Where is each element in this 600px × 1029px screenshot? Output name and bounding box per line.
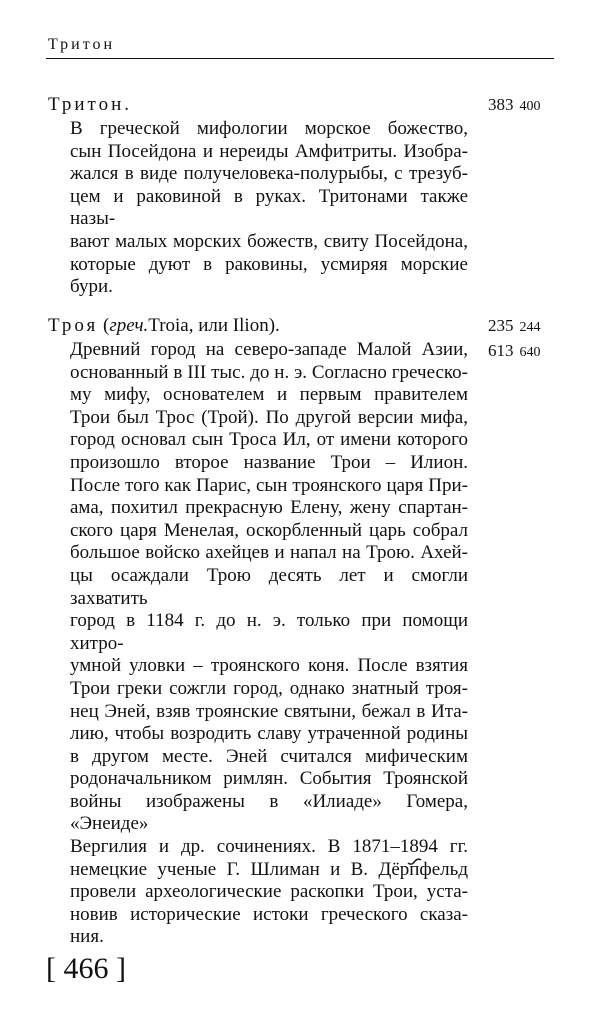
text-line: которые дуют в раковины, усмиряя морские — [70, 253, 468, 275]
header-rule — [46, 58, 554, 59]
headword-tail: . — [124, 94, 130, 115]
text-line: ния. — [70, 926, 104, 948]
ref-main: 235 — [488, 316, 514, 335]
ref-row — [488, 94, 568, 119]
text-line: му мифу, основателем и первым правителем — [70, 384, 468, 406]
ref-alt: 640 — [519, 344, 541, 360]
ref-alt: 400 — [519, 99, 541, 114]
text-line: войны изображены в «Илиаде» Гомера, «Энеиде» — [70, 790, 468, 835]
text-line: В греческой мифологии морское божество, — [70, 118, 468, 139]
text-line: Трои был Трос (Трой). По другой версии мифа, — [70, 406, 468, 428]
text-line: цы осаждали Трою десять лет и смогли захватить — [70, 564, 468, 609]
text-line: провели археологические раскопки Трои, уста- — [70, 881, 468, 903]
entry-troy — [48, 313, 468, 949]
text-line: Трои греки сожгли город, однако знатный троя- — [70, 677, 468, 699]
text-line: вают малых морских божеств, свиту Посейдона, — [70, 230, 468, 252]
ref-row — [488, 340, 568, 365]
text-line: ама, похитил прекрасную Елену, жену спартан- — [70, 497, 468, 519]
entry-title — [48, 92, 468, 118]
entry-title: Троя (греч.Troia, или Ilion). — [48, 315, 280, 336]
text-line: цем и раковиной в руках. Тритонами также назы- — [70, 185, 468, 230]
source-words: Troia, или Ilion — [148, 315, 269, 336]
entry-refs — [488, 315, 568, 364]
text-line: После того как Парис, сын троянского царя При- — [70, 474, 468, 496]
text-line: в другом месте. Эней считался мифическим — [70, 745, 468, 767]
ref-alt: 244 — [519, 320, 541, 335]
text-line: большое войско ахейцев и напал на Трою. Ахей- — [70, 542, 468, 564]
entry-triton — [48, 92, 468, 299]
headword: Тритон — [48, 94, 125, 115]
ref-main: 613 — [488, 340, 514, 360]
text-line: умной уловки – троянского коня. После взятия — [70, 655, 468, 677]
ref-main: 383 — [488, 95, 514, 114]
ink-mark — [407, 857, 423, 867]
running-head: Тритон — [48, 36, 116, 53]
text-line: ского царя Менелая, оскорбленный царь собрал — [70, 519, 468, 541]
ref-row — [488, 315, 568, 340]
entry-body — [70, 118, 468, 299]
entry-refs — [488, 94, 568, 119]
headword: Троя — [48, 315, 99, 336]
text-line: новив исторические истоки греческого сказа- — [70, 903, 468, 925]
text-line: Вергилия и др. сочинениях. В 1871–1894 гг. — [70, 836, 468, 858]
text-line: бури. — [70, 276, 113, 298]
text-line: нец Эней, взяв троянские святыни, бежал в Ита- — [70, 700, 468, 722]
text-line: лию, чтобы возродить славу утраченной родины — [70, 723, 468, 745]
text-line: жался в виде получеловека-полурыбы, с трезуб- — [70, 163, 468, 185]
lang-label: греч. — [109, 315, 149, 336]
text-line: город основал сын Троса Ил, от имени которого — [70, 429, 468, 451]
text-line: основанный в III тыс. до н. э. Согласно греческо- — [70, 361, 468, 383]
text-line: родоначальником римлян. События Троянской — [70, 768, 468, 790]
page-number: [ 466 ] — [46, 952, 126, 985]
text-line: немецкие ученые Г. Шлиман и В. Дёрпфельд — [70, 858, 468, 880]
text-line: произошло второе название Трои – Илион. — [70, 451, 468, 473]
text-line: город в 1184 г. до н. э. только при помощи хитро- — [70, 610, 468, 654]
text-line: сын Посейдона и нереиды Амфитриты. Изобра- — [70, 140, 468, 162]
text-line: Древний город на северо-западе Малой Азии, — [70, 339, 468, 360]
